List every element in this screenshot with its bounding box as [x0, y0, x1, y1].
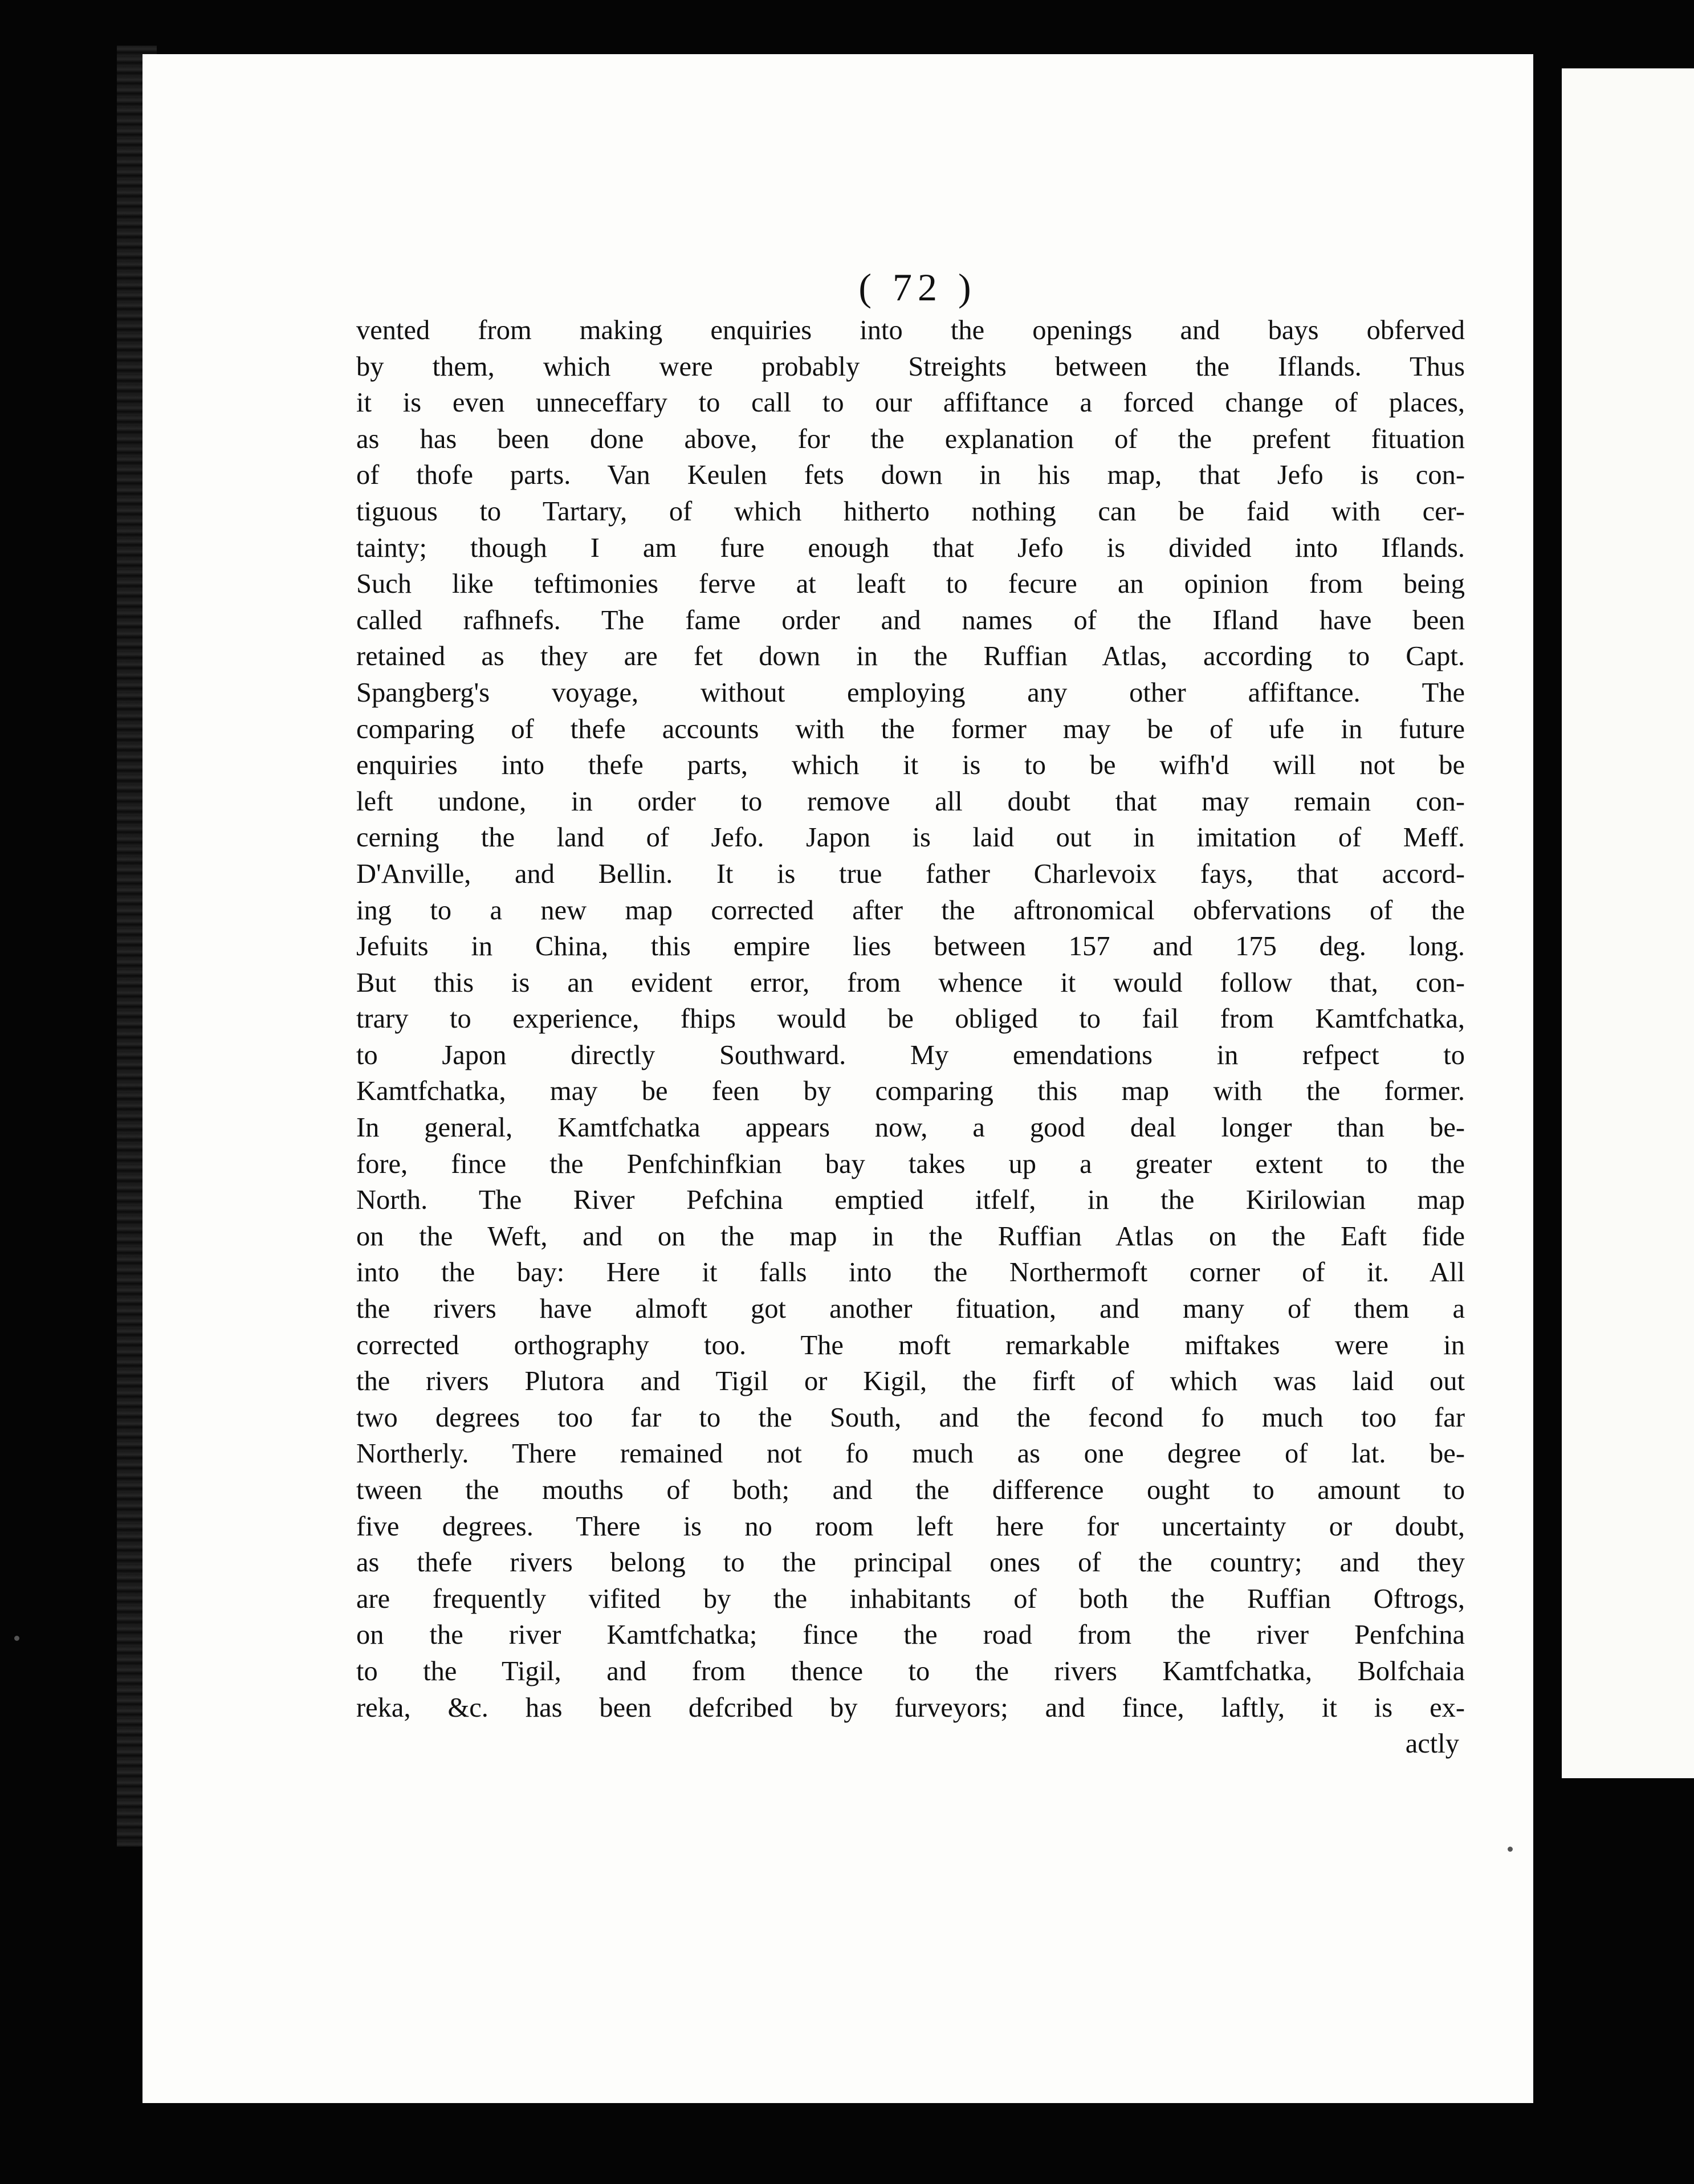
- text-line: of thofe parts. Van Keulen fets down in his map, that Jefo is con-: [356, 460, 1465, 491]
- text-line: five degrees. There is no room left here for uncertainty or doubt,: [356, 1511, 1465, 1542]
- text-line: as has been done above, for the explanation of the prefent fituation: [356, 423, 1465, 454]
- text-line: Jefuits in China, this empire lies between 157 and 175 deg. long.: [356, 931, 1465, 962]
- scan-speck: [1508, 1847, 1513, 1852]
- text-line: comparing of thefe accounts with the former may be of ufe in future: [356, 714, 1465, 744]
- text-line: Northerly. There remained not fo much as one degree of lat. be-: [356, 1439, 1465, 1469]
- text-line: Such like teftimonies ferve at leaft to fecure an opinion from being: [356, 569, 1465, 600]
- text-line: on the Weft, and on the map in the Ruffian Atlas on the Eaft fide: [356, 1221, 1465, 1252]
- text-line: enquiries into thefe parts, which it is to be wifh'd will not be: [356, 750, 1465, 781]
- text-line: tiguous to Tartary, of which hitherto nothing can be faid with cer-: [356, 496, 1465, 527]
- page-number: ( 72 ): [858, 266, 977, 309]
- text-line: ing to a new map corrected after the aftronomical obfervations of the: [356, 895, 1465, 926]
- text-line: Kamtfchatka, may be feen by comparing this map with the former.: [356, 1076, 1465, 1107]
- text-line: are frequently vifited by the inhabitants of both the Ruffian Oftrogs,: [356, 1583, 1465, 1614]
- text-line: as thefe rivers belong to the principal ones of the country; and they: [356, 1547, 1465, 1578]
- text-line: to Japon directly Southward. My emendations in refpect to: [356, 1040, 1465, 1070]
- text-line: called rafhnefs. The fame order and names of the Ifland have been: [356, 605, 1465, 635]
- text-line: by them, which were probably Streights between the Iflands. Thus: [356, 351, 1465, 382]
- text-line: left undone, in order to remove all doubt that may remain con-: [356, 786, 1465, 817]
- text-line: In general, Kamtfchatka appears now, a good deal longer than be-: [356, 1113, 1465, 1143]
- text-line: corrected orthography too. The moft remarkable miftakes were in: [356, 1330, 1465, 1360]
- text-line: trary to experience, fhips would be obliged to fail from Kamtfchatka,: [356, 1004, 1465, 1034]
- text-line: cerning the land of Jefo. Japon is laid out in imitation of Meff.: [356, 822, 1465, 853]
- catchword: actly: [1405, 1729, 1459, 1759]
- book-page: [142, 54, 1533, 2103]
- text-line: D'Anville, and Bellin. It is true father Charlevoix fays, that accord-: [356, 858, 1465, 889]
- text-line: the rivers have almoft got another fituation, and many of them a: [356, 1294, 1465, 1325]
- text-line: tween the mouths of both; and the difference ought to amount to: [356, 1475, 1465, 1505]
- scan-speck: [14, 1636, 19, 1641]
- text-line: retained as they are fet down in the Ruffian Atlas, according to Capt.: [356, 641, 1465, 672]
- text-line: two degrees too far to the South, and the fecond fo much too far: [356, 1402, 1465, 1433]
- facing-page-edge: [1549, 68, 1694, 1778]
- text-line: fore, fince the Penfchinfkian bay takes up a greater extent to the: [356, 1148, 1465, 1179]
- text-line: it is even unneceffary to call to our affiftance a forced change of places,: [356, 388, 1465, 418]
- text-line: on the river Kamtfchatka; fince the road from the river Penfchina: [356, 1620, 1465, 1651]
- text-line: to the Tigil, and from thence to the rivers Kamtfchatka, Bolfchaia: [356, 1656, 1465, 1686]
- body-text: [356, 312, 1465, 1762]
- text-line: But this is an evident error, from whence it would follow that, con-: [356, 967, 1465, 998]
- text-line: Spangberg's voyage, without employing any other affiftance. The: [356, 677, 1465, 708]
- text-line: reka, &c. has been defcribed by furveyors; and fince, laftly, it is ex-: [356, 1692, 1465, 1723]
- text-line: into the bay: Here it falls into the Northermoft corner of it. All: [356, 1257, 1465, 1288]
- text-line: tainty; though I am fure enough that Jefo is divided into Iflands.: [356, 532, 1465, 563]
- text-line: North. The River Pefchina emptied itfelf, in the Kirilowian map: [356, 1185, 1465, 1216]
- text-line: the rivers Plutora and Tigil or Kigil, the firft of which was laid out: [356, 1366, 1465, 1397]
- text-line: vented from making enquiries into the openings and bays obferved: [356, 315, 1465, 345]
